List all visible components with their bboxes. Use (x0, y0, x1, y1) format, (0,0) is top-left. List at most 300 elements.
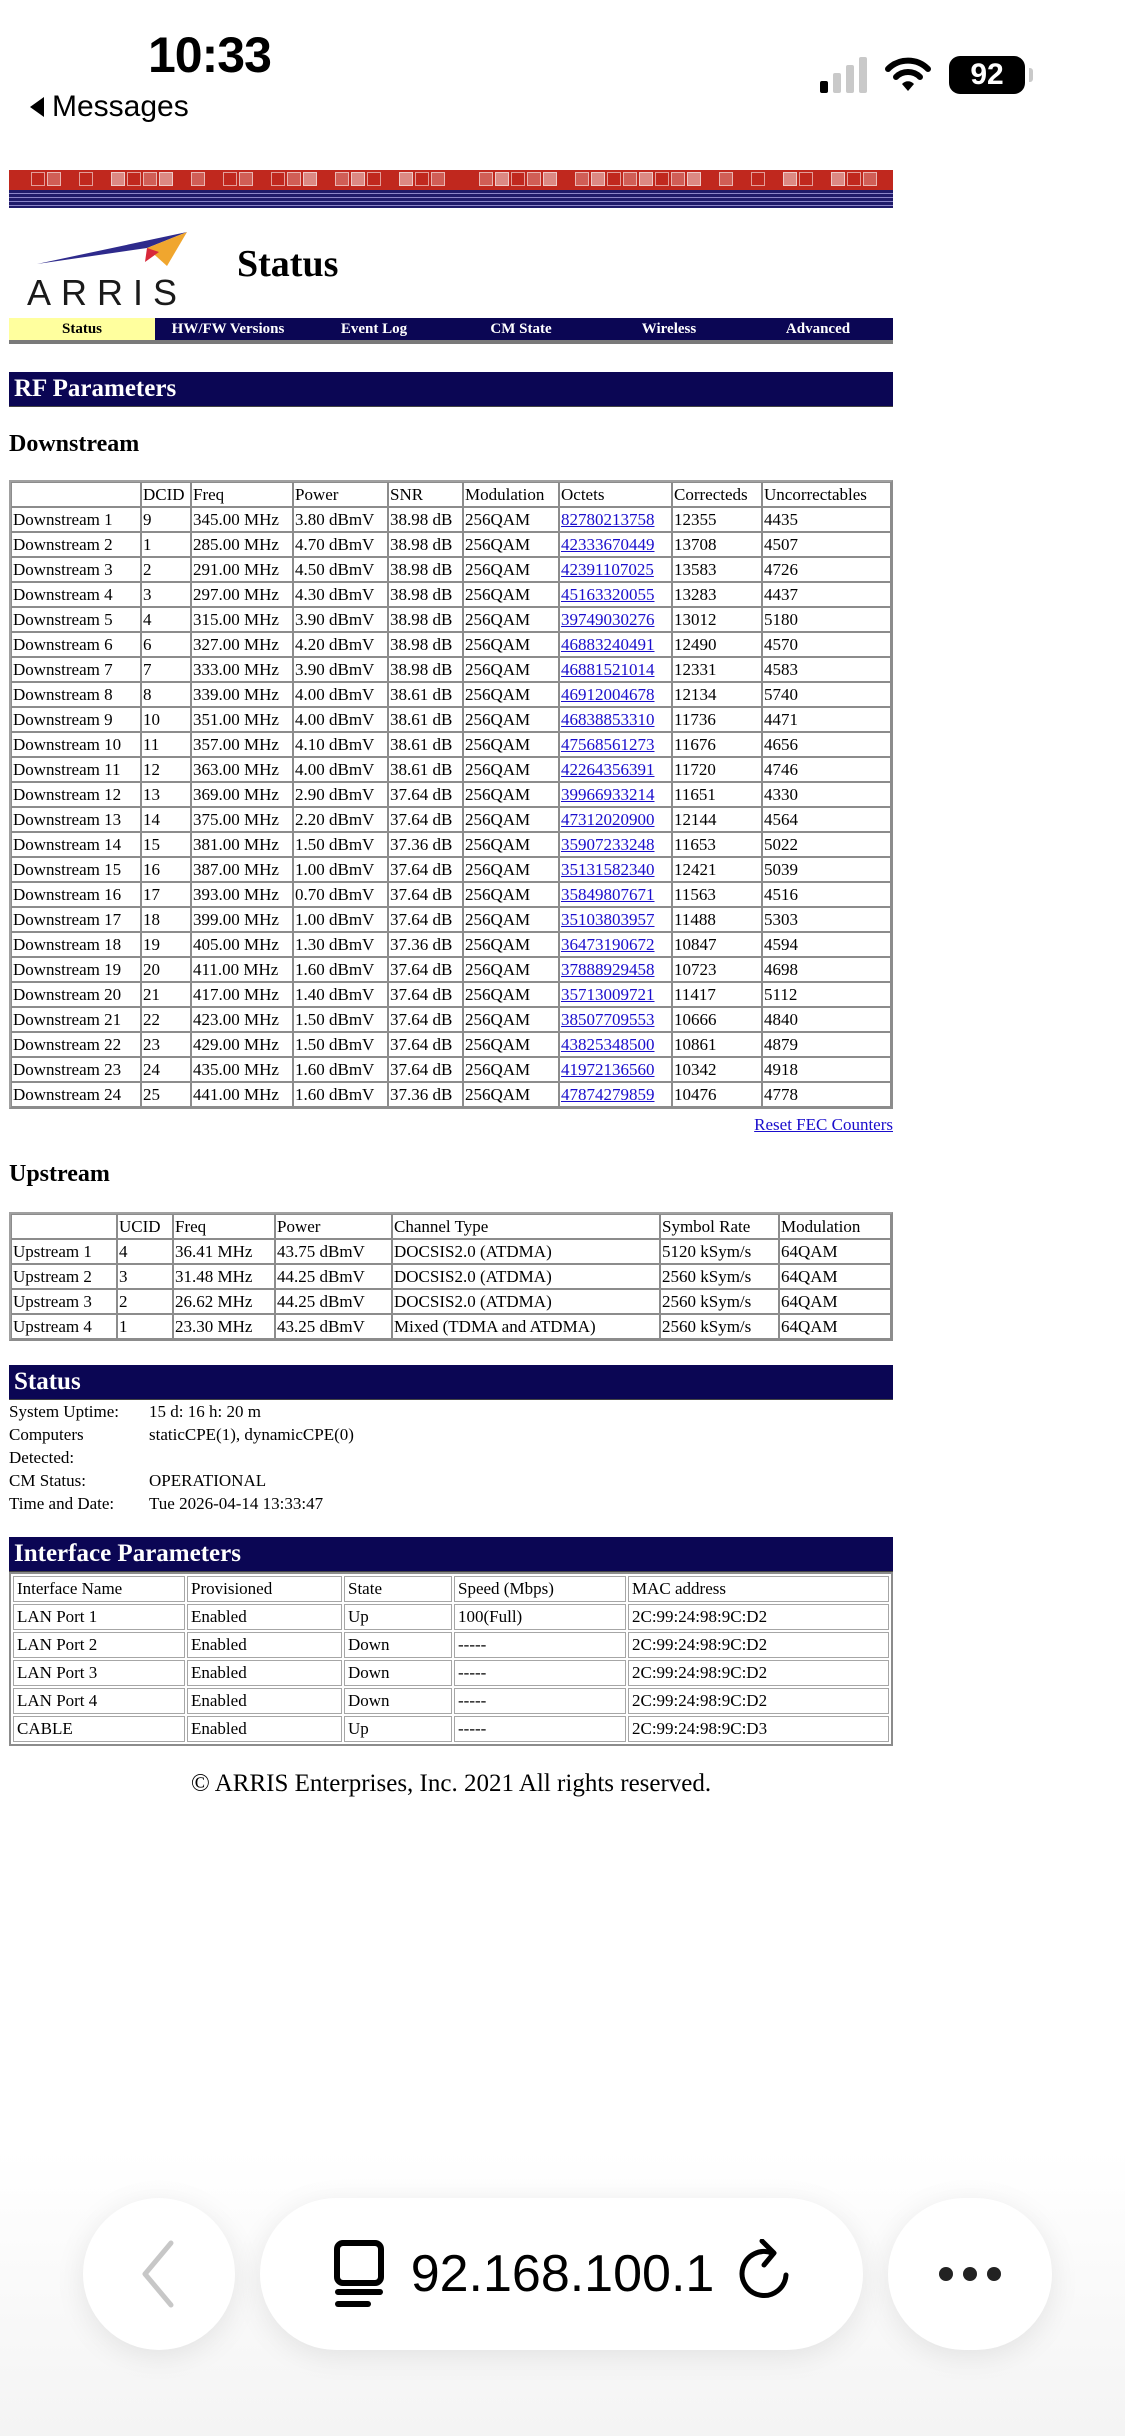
table-cell: 256QAM (463, 657, 559, 682)
table-row (11, 907, 891, 932)
column-header (11, 1214, 117, 1239)
table-cell: 38.98 dB (388, 607, 463, 632)
table-row (13, 1716, 889, 1742)
table-cell: 2560 kSym/s (660, 1264, 779, 1289)
table-cell: 4330 (762, 782, 891, 807)
octets-link[interactable]: 35713009721 (561, 985, 655, 1004)
table-cell: 256QAM (463, 1082, 559, 1107)
table-cell: 22 (141, 1007, 191, 1032)
table-cell: Downstream 23 (11, 1057, 141, 1082)
table-cell: Upstream 2 (11, 1264, 117, 1289)
ios-status-bar (0, 0, 1125, 140)
tab-event-log[interactable]: Event Log (340, 321, 408, 337)
table-cell: 4435 (762, 507, 891, 532)
table-cell: 5039 (762, 857, 891, 882)
table-cell: 5022 (762, 832, 891, 857)
table-cell: 2.20 dBmV (293, 807, 388, 832)
table-cell: 291.00 MHz (191, 557, 293, 582)
octets-link[interactable]: 82780213758 (561, 510, 655, 529)
table-cell (559, 807, 672, 832)
table-cell: 19 (141, 932, 191, 957)
band-square (671, 172, 685, 186)
table-cell: 315.00 MHz (191, 607, 293, 632)
upstream-table (9, 1212, 893, 1341)
table-cell: 256QAM (463, 757, 559, 782)
column-header: Speed (Mbps) (454, 1576, 626, 1602)
table-row (11, 982, 891, 1007)
table-cell: 21 (141, 982, 191, 1007)
table-cell: 4.70 dBmV (293, 532, 388, 557)
table-cell: 4698 (762, 957, 891, 982)
copyright: © ARRIS Enterprises, Inc. 2021 All rights reserved. (190, 1770, 712, 1797)
battery-icon: 92 (949, 56, 1025, 94)
tab-advanced[interactable]: Advanced (785, 321, 851, 337)
table-cell: 4746 (762, 757, 891, 782)
table-cell: Mixed (TDMA and ATDMA) (392, 1314, 660, 1339)
table-cell: Downstream 21 (11, 1007, 141, 1032)
downstream-table (9, 480, 893, 1109)
octets-link[interactable]: 41972136560 (561, 1060, 655, 1079)
band-square (783, 172, 797, 186)
upstream-heading: Upstream (9, 1161, 110, 1187)
column-header: SNR (388, 482, 463, 507)
table-cell: 10723 (672, 957, 762, 982)
table-cell: DOCSIS2.0 (ATDMA) (392, 1289, 660, 1314)
table-cell: 38.98 dB (388, 632, 463, 657)
octets-link[interactable]: 47874279859 (561, 1085, 655, 1104)
arris-logo (27, 228, 197, 313)
status-row (9, 1492, 893, 1515)
table-cell: 38.98 dB (388, 657, 463, 682)
address-bar[interactable] (260, 2198, 863, 2350)
table-row (13, 1632, 889, 1658)
tab-hwfw-versions[interactable]: HW/FW Versions (171, 321, 285, 337)
table-cell (559, 832, 672, 857)
octets-link[interactable]: 46881521014 (561, 660, 655, 679)
table-cell: 13708 (672, 532, 762, 557)
column-header: Provisioned (187, 1576, 342, 1602)
table-row (11, 1289, 891, 1314)
table-cell: 4.00 dBmV (293, 682, 388, 707)
table-cell: 31.48 MHz (173, 1264, 275, 1289)
table-cell: Downstream 13 (11, 807, 141, 832)
table-cell: Downstream 4 (11, 582, 141, 607)
table-cell (559, 557, 672, 582)
table-cell: Downstream 6 (11, 632, 141, 657)
table-cell: 399.00 MHz (191, 907, 293, 932)
tab-wireless[interactable]: Wireless (641, 321, 697, 337)
table-row (13, 1688, 889, 1714)
table-cell (559, 1082, 672, 1107)
table-cell: 64QAM (779, 1239, 891, 1264)
table-cell (559, 707, 672, 732)
table-cell: 38.61 dB (388, 682, 463, 707)
column-header: Symbol Rate (660, 1214, 779, 1239)
table-cell: 5120 kSym/s (660, 1239, 779, 1264)
table-row (11, 532, 891, 557)
table-header-row (11, 1214, 891, 1239)
table-cell: 4879 (762, 1032, 891, 1057)
band-square (799, 172, 813, 186)
octets-link[interactable]: 42391107025 (561, 560, 654, 579)
table-cell: Up (344, 1716, 452, 1742)
status-value: Tue 2026-04-14 13:33:47 (149, 1494, 324, 1513)
table-cell: 5180 (762, 607, 891, 632)
table-cell: 13 (141, 782, 191, 807)
table-cell (559, 857, 672, 882)
table-cell: 12 (141, 757, 191, 782)
table-cell: 9 (141, 507, 191, 532)
table-cell: 38.98 dB (388, 532, 463, 557)
octets-link[interactable]: 46883240491 (561, 635, 655, 654)
table-cell (559, 632, 672, 657)
table-cell: 12134 (672, 682, 762, 707)
table-cell: 417.00 MHz (191, 982, 293, 1007)
column-header: Power (293, 482, 388, 507)
table-row (11, 932, 891, 957)
table-row (11, 1032, 891, 1057)
table-cell: 327.00 MHz (191, 632, 293, 657)
table-cell: 38.98 dB (388, 507, 463, 532)
table-cell: 64QAM (779, 1264, 891, 1289)
table-cell: 12331 (672, 657, 762, 682)
table-cell: 4918 (762, 1057, 891, 1082)
table-cell: 12355 (672, 507, 762, 532)
table-cell: 4583 (762, 657, 891, 682)
table-cell: Downstream 5 (11, 607, 141, 632)
table-header-row (11, 482, 891, 507)
band-square (31, 172, 45, 186)
table-cell: 11 (141, 732, 191, 757)
octets-link[interactable]: 42333670449 (561, 535, 655, 554)
table-cell: 345.00 MHz (191, 507, 293, 532)
table-cell: 37.64 dB (388, 882, 463, 907)
table-cell: Downstream 18 (11, 932, 141, 957)
clock: 10:33 (148, 27, 271, 83)
table-cell: Downstream 20 (11, 982, 141, 1007)
band-square (639, 172, 653, 186)
table-cell: 4437 (762, 582, 891, 607)
table-cell (559, 582, 672, 607)
table-cell: 37.64 dB (388, 1032, 463, 1057)
page-title: Status (237, 243, 339, 285)
table-cell: 0.70 dBmV (293, 882, 388, 907)
table-cell: 1 (141, 532, 191, 557)
table-cell: LAN Port 4 (13, 1688, 185, 1714)
table-cell: 3.80 dBmV (293, 507, 388, 532)
table-cell: 38.61 dB (388, 707, 463, 732)
table-row (11, 1264, 891, 1289)
table-cell (559, 1057, 672, 1082)
table-cell: Downstream 3 (11, 557, 141, 582)
arris-swoosh-icon (27, 228, 197, 272)
table-cell: Upstream 1 (11, 1239, 117, 1264)
table-cell: Down (344, 1632, 452, 1658)
table-cell: 37.36 dB (388, 932, 463, 957)
table-cell: 37.64 dB (388, 982, 463, 1007)
band-square (351, 172, 365, 186)
column-header: Octets (559, 482, 672, 507)
table-cell: Downstream 7 (11, 657, 141, 682)
table-cell: 37.64 dB (388, 907, 463, 932)
table-cell: 256QAM (463, 532, 559, 557)
table-row (11, 857, 891, 882)
table-row (11, 1007, 891, 1032)
table-cell: 24 (141, 1057, 191, 1082)
table-cell: DOCSIS2.0 (ATDMA) (392, 1239, 660, 1264)
table-cell: 23 (141, 1032, 191, 1057)
table-cell: Downstream 24 (11, 1082, 141, 1107)
table-cell: 1.50 dBmV (293, 832, 388, 857)
table-cell: 441.00 MHz (191, 1082, 293, 1107)
band-square (191, 172, 205, 186)
table-cell: Downstream 1 (11, 507, 141, 532)
band-square (47, 172, 61, 186)
table-cell: 297.00 MHz (191, 582, 293, 607)
interface-parameters-heading: Interface Parameters (9, 1537, 893, 1572)
table-row (11, 582, 891, 607)
table-cell: 13583 (672, 557, 762, 582)
table-cell: 2C:99:24:98:9C:D2 (628, 1660, 889, 1686)
table-cell: 2560 kSym/s (660, 1289, 779, 1314)
table-row (11, 882, 891, 907)
octets-link[interactable]: 42264356391 (561, 760, 655, 779)
table-cell: 4.30 dBmV (293, 582, 388, 607)
table-cell: 36.41 MHz (173, 1239, 275, 1264)
octets-link[interactable]: 46912004678 (561, 685, 655, 704)
table-cell: 4471 (762, 707, 891, 732)
table-cell: Downstream 14 (11, 832, 141, 857)
table-cell: 37.64 dB (388, 957, 463, 982)
table-cell: 37.64 dB (388, 1057, 463, 1082)
table-cell: Enabled (187, 1632, 342, 1658)
interface-table (9, 1572, 893, 1746)
table-cell: 11736 (672, 707, 762, 732)
column-header: UCID (117, 1214, 173, 1239)
table-cell: 4778 (762, 1082, 891, 1107)
table-cell: 256QAM (463, 932, 559, 957)
table-cell: 44.25 dBmV (275, 1264, 392, 1289)
table-cell: 4726 (762, 557, 891, 582)
table-cell: 5112 (762, 982, 891, 1007)
table-row (11, 832, 891, 857)
tab-status[interactable]: Status (9, 318, 155, 340)
status-value: 15 d: 16 h: 20 m (149, 1402, 261, 1421)
table-cell: 256QAM (463, 1007, 559, 1032)
table-cell: Downstream 10 (11, 732, 141, 757)
octets-link[interactable]: 35103803957 (561, 910, 655, 929)
table-cell: 4.50 dBmV (293, 557, 388, 582)
back-to-messages[interactable] (30, 90, 189, 124)
table-cell: 256QAM (463, 907, 559, 932)
band-square (847, 172, 861, 186)
table-cell: 363.00 MHz (191, 757, 293, 782)
band-square (623, 172, 637, 186)
table-cell: 4 (141, 607, 191, 632)
octets-link[interactable]: 36473190672 (561, 935, 655, 954)
wifi-icon (885, 57, 931, 93)
table-cell: 256QAM (463, 807, 559, 832)
more-options-button[interactable] (888, 2198, 1052, 2350)
table-cell: 1 (117, 1314, 173, 1339)
browser-back-button[interactable] (83, 2198, 235, 2350)
table-cell (559, 532, 672, 557)
octets-link[interactable]: 46838853310 (561, 710, 655, 729)
table-cell: 3 (141, 582, 191, 607)
band-square (159, 172, 173, 186)
table-cell: 256QAM (463, 1057, 559, 1082)
band-square (367, 172, 381, 186)
table-cell: 1.40 dBmV (293, 982, 388, 1007)
table-cell: 15 (141, 832, 191, 857)
column-header: State (344, 1576, 452, 1602)
band-square (687, 172, 701, 186)
table-cell: 11676 (672, 732, 762, 757)
table-cell: 10861 (672, 1032, 762, 1057)
band-square (479, 172, 493, 186)
band-square (415, 172, 429, 186)
table-cell: 12144 (672, 807, 762, 832)
table-cell: 339.00 MHz (191, 682, 293, 707)
table-cell: 405.00 MHz (191, 932, 293, 957)
table-cell: 2 (117, 1289, 173, 1314)
table-cell: ----- (454, 1660, 626, 1686)
octets-link[interactable]: 43825348500 (561, 1035, 655, 1054)
table-cell: 5740 (762, 682, 891, 707)
table-cell: 37.36 dB (388, 1082, 463, 1107)
column-header: Channel Type (392, 1214, 660, 1239)
table-row (11, 1239, 891, 1264)
table-cell: 100(Full) (454, 1604, 626, 1630)
octets-link[interactable]: 35907233248 (561, 835, 655, 854)
table-cell: 37.64 dB (388, 807, 463, 832)
table-row (11, 657, 891, 682)
table-cell: 20 (141, 957, 191, 982)
table-row (11, 557, 891, 582)
octets-link[interactable]: 37888929458 (561, 960, 655, 979)
octets-link[interactable]: 35131582340 (561, 860, 655, 879)
column-header: Power (275, 1214, 392, 1239)
table-cell: 16 (141, 857, 191, 882)
octets-link[interactable]: 45163320055 (561, 585, 655, 604)
table-row (11, 707, 891, 732)
table-cell: 357.00 MHz (191, 732, 293, 757)
table-cell: Downstream 22 (11, 1032, 141, 1057)
column-header: Freq (173, 1214, 275, 1239)
table-row (13, 1604, 889, 1630)
modem-status-page (9, 170, 893, 1798)
table-cell: 4.00 dBmV (293, 707, 388, 732)
table-row (13, 1660, 889, 1686)
table-cell: 256QAM (463, 557, 559, 582)
table-cell: Enabled (187, 1660, 342, 1686)
table-cell: ----- (454, 1688, 626, 1714)
status-row (9, 1423, 893, 1469)
table-cell: 256QAM (463, 857, 559, 882)
column-header: Freq (191, 482, 293, 507)
table-cell: 351.00 MHz (191, 707, 293, 732)
table-cell: 11653 (672, 832, 762, 857)
table-cell: 13012 (672, 607, 762, 632)
band-square (271, 172, 285, 186)
table-cell: 10847 (672, 932, 762, 957)
table-cell: LAN Port 2 (13, 1632, 185, 1658)
table-cell: 18 (141, 907, 191, 932)
table-cell: 393.00 MHz (191, 882, 293, 907)
table-cell: 38.61 dB (388, 732, 463, 757)
band-square (303, 172, 317, 186)
status-row (9, 1469, 893, 1492)
table-cell: 2 (141, 557, 191, 582)
table-cell: 256QAM (463, 607, 559, 632)
table-cell: 64QAM (779, 1314, 891, 1339)
table-row (11, 632, 891, 657)
octets-link[interactable]: 35849807671 (561, 885, 655, 904)
table-cell: 435.00 MHz (191, 1057, 293, 1082)
table-cell: Downstream 2 (11, 532, 141, 557)
band-square (655, 172, 669, 186)
band-square (751, 172, 765, 186)
table-header-row (13, 1576, 889, 1602)
band-square (223, 172, 237, 186)
downstream-heading: Downstream (9, 431, 140, 457)
decorative-red-band (9, 170, 893, 190)
table-cell: 13283 (672, 582, 762, 607)
table-cell: CABLE (13, 1716, 185, 1742)
table-cell: 256QAM (463, 682, 559, 707)
logo-text: ARRIS (27, 272, 188, 313)
table-cell (559, 982, 672, 1007)
band-square (335, 172, 349, 186)
band-square (111, 172, 125, 186)
table-cell: ----- (454, 1716, 626, 1742)
table-cell: Downstream 19 (11, 957, 141, 982)
table-cell: 37.64 dB (388, 782, 463, 807)
table-cell (559, 607, 672, 632)
octets-link[interactable]: 39749030276 (561, 610, 655, 629)
table-cell (559, 507, 672, 532)
table-cell: 256QAM (463, 782, 559, 807)
table-cell: 2C:99:24:98:9C:D3 (628, 1716, 889, 1742)
status-label: Computers Detected: (9, 1425, 84, 1467)
table-cell: 256QAM (463, 632, 559, 657)
reset-fec-counters-link[interactable]: Reset FEC Counters (754, 1115, 893, 1134)
tab-cm-state[interactable]: CM State (490, 321, 552, 337)
table-cell: 3 (117, 1264, 173, 1289)
octets-link[interactable]: 39966933214 (561, 785, 655, 804)
table-cell (559, 682, 672, 707)
table-cell: 10 (141, 707, 191, 732)
octets-link[interactable]: 47568561273 (561, 735, 655, 754)
table-cell: 256QAM (463, 982, 559, 1007)
table-cell: 14 (141, 807, 191, 832)
octets-link[interactable]: 47312020900 (561, 810, 655, 829)
table-cell: Enabled (187, 1604, 342, 1630)
table-cell: Downstream 11 (11, 757, 141, 782)
table-cell: 17 (141, 882, 191, 907)
table-cell: 4.10 dBmV (293, 732, 388, 757)
reload-icon[interactable] (738, 2239, 792, 2309)
table-cell: 6 (141, 632, 191, 657)
column-header: Uncorrectables (762, 482, 891, 507)
table-cell: 11417 (672, 982, 762, 1007)
table-cell: Downstream 16 (11, 882, 141, 907)
status-label: Time and Date: (9, 1494, 115, 1513)
octets-link[interactable]: 38507709553 (561, 1010, 655, 1029)
column-header (11, 482, 141, 507)
band-square (831, 172, 845, 186)
table-cell: 256QAM (463, 582, 559, 607)
